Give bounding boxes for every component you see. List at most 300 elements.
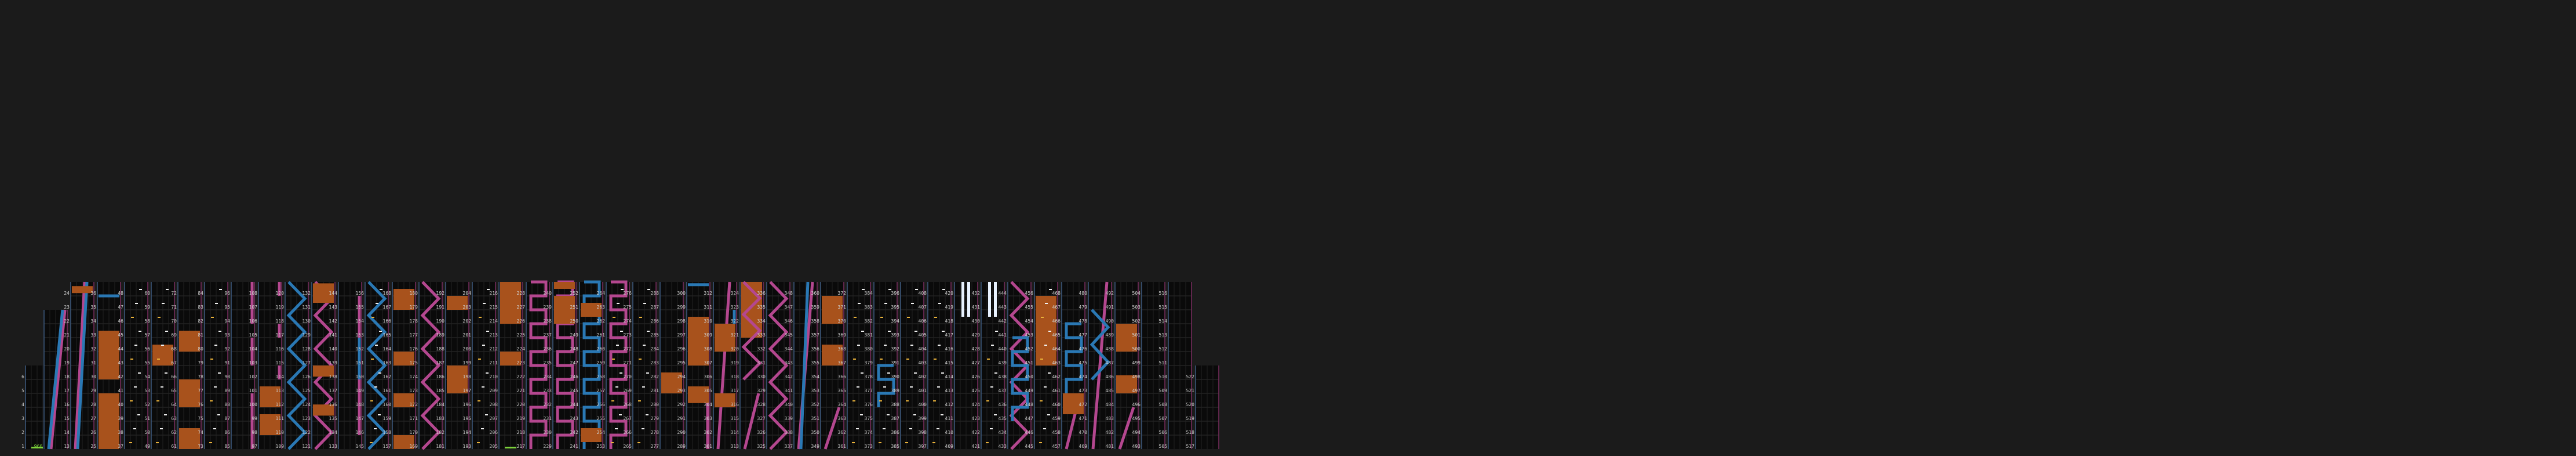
- measure-tick-label: 129: [302, 332, 311, 338]
- measure-tick-label: 349: [811, 444, 819, 449]
- measure-tick-label: 156: [355, 291, 364, 296]
- measure-tick-label: 116: [275, 346, 284, 352]
- measure-tick-label: 314: [730, 430, 739, 435]
- measure-tick-label: 41: [118, 388, 123, 393]
- measure-tick-label: 17: [64, 388, 70, 393]
- hold-note-bar: [961, 282, 964, 317]
- measure-tick-label: 505: [1158, 444, 1167, 449]
- measure-tick-label: 465: [1052, 332, 1061, 338]
- measure-tick-label: 438: [998, 374, 1007, 379]
- measure-tick-label: 512: [1158, 346, 1167, 352]
- measure-tick-label: 154: [355, 319, 364, 324]
- measure-tick-label: 18: [64, 374, 70, 379]
- measure-tick-label: 170: [409, 430, 418, 435]
- measure-tick-label: 508: [1158, 402, 1167, 407]
- tap-note: [994, 414, 997, 415]
- measure-tick-label: 233: [543, 388, 552, 393]
- measure-tick-label: 405: [918, 332, 927, 338]
- measure-tick-label: 77: [198, 388, 203, 393]
- measure-tick-label: 153: [355, 332, 364, 338]
- measure-tick-label: 144: [329, 291, 337, 296]
- tap-note: [646, 372, 649, 374]
- measure-tick-label: 436: [998, 402, 1007, 407]
- tap-note: [910, 386, 913, 388]
- measure-tick-label: 380: [864, 346, 873, 352]
- measure-tick-label: 275: [623, 305, 632, 310]
- measure-tick-label: 253: [596, 444, 605, 449]
- measure-tick-label: 346: [784, 319, 793, 324]
- measure-tick-label: 295: [677, 360, 686, 365]
- measure-tick-label: 249: [570, 332, 578, 338]
- measure-tick-label: 517: [1186, 444, 1194, 449]
- tap-note: [913, 414, 916, 415]
- measure-tick-label: 432: [971, 291, 980, 296]
- hold-note-bar: [967, 282, 970, 317]
- measure-tick-label: 243: [570, 416, 578, 421]
- measure-tick-label: 70: [171, 319, 177, 324]
- measure-tick-label: 112: [275, 402, 284, 407]
- measure-tick-label: 5: [21, 388, 24, 393]
- current-marker: [505, 447, 516, 448]
- measure-tick-label: 198: [462, 374, 471, 379]
- tap-note: [215, 303, 218, 304]
- measure-tick-label: 437: [998, 388, 1007, 393]
- measure-tick-label: 82: [198, 319, 203, 324]
- measure-tick-label: 361: [837, 444, 846, 449]
- measure-tick-label: 499: [1132, 360, 1141, 365]
- measure-tick-label: 464: [1052, 346, 1061, 352]
- tap-note: [880, 317, 883, 318]
- measure-tick-label: 369: [837, 332, 846, 338]
- tap-note: [138, 372, 141, 374]
- tap-note: [858, 303, 861, 304]
- measure-tick-label: 456: [1025, 291, 1033, 296]
- measure-tick-label: 143: [329, 305, 337, 310]
- tap-note: [938, 345, 941, 346]
- measure-tick-label: 289: [677, 444, 686, 449]
- measure-tick-label: 390: [891, 374, 899, 379]
- measure-tick-label: 14: [64, 430, 70, 435]
- measure-tick-label: 301: [704, 444, 712, 449]
- measure-tick-label: 119: [275, 305, 284, 310]
- measure-tick-label: 234: [543, 374, 552, 379]
- tap-note: [879, 442, 881, 443]
- tap-note: [376, 303, 378, 304]
- measure-tick-label: 478: [1079, 319, 1087, 324]
- measure-tick-label: 81: [198, 332, 203, 338]
- measure-tick-label: 312: [704, 291, 712, 296]
- hold-note-bar: [72, 286, 93, 293]
- measure-tick-label: 298: [677, 319, 686, 324]
- measure-tick-label: 38: [118, 430, 123, 435]
- measure-tick-label: 335: [757, 305, 766, 310]
- measure-tick-label: 461: [1052, 388, 1061, 393]
- measure-tick-label: 389: [891, 388, 899, 393]
- tap-note: [1039, 442, 1042, 443]
- measure-tick-label: 453: [1025, 332, 1033, 338]
- measure-tick-label: 21: [64, 332, 70, 338]
- tap-note: [162, 303, 165, 304]
- measure-tick-label: 40: [118, 402, 123, 407]
- measure-tick-label: 449: [1025, 388, 1033, 393]
- measure-tick-label: 106: [249, 319, 257, 324]
- measure-tick-label: 178: [409, 319, 418, 324]
- measure-tick-label: 502: [1132, 319, 1141, 324]
- tap-note: [883, 428, 886, 429]
- measure-tick-label: 299: [677, 305, 686, 310]
- measure-tick-label: 311: [704, 305, 712, 310]
- measure-tick-label: 28: [90, 402, 96, 407]
- tap-note: [165, 372, 167, 374]
- tap-note: [131, 317, 134, 318]
- measure-tick-label: 121: [302, 444, 311, 449]
- measure-tick-label: 348: [784, 291, 793, 296]
- measure-tick-label: 472: [1079, 402, 1087, 407]
- hold-note-bar: [988, 282, 991, 317]
- measure-tick-label: 250: [570, 319, 578, 324]
- measure-tick-label: 382: [864, 319, 873, 324]
- tap-note: [375, 345, 378, 346]
- measure-tick-label: 167: [382, 305, 391, 310]
- measure-tick-label: 276: [623, 291, 632, 296]
- tap-note: [987, 359, 990, 360]
- measure-tick-label: 168: [382, 291, 391, 296]
- measure-tick-label: 428: [971, 346, 980, 352]
- measure-tick-label: 179: [409, 305, 418, 310]
- measure-tick-label: 497: [1132, 388, 1141, 393]
- hold-note-bar: [99, 331, 119, 379]
- measure-tick-label: 72: [171, 291, 177, 296]
- measure-tick-label: 3: [21, 416, 24, 421]
- measure-tick-label: 212: [489, 346, 498, 352]
- tap-note: [621, 289, 624, 290]
- measure-tick-label: 404: [918, 346, 927, 352]
- measure-tick-label: 307: [704, 360, 712, 365]
- measure-tick-label: 16: [64, 402, 70, 407]
- measure-tick-label: 273: [623, 332, 632, 338]
- measure-tick-label: 199: [462, 360, 471, 365]
- measure-tick-label: 210: [489, 374, 498, 379]
- measure-tick-label: 503: [1132, 305, 1141, 310]
- tap-note: [478, 400, 480, 401]
- measure-tick-label: 244: [570, 402, 578, 407]
- measure-tick-label: 518: [1186, 430, 1194, 435]
- tap-note: [130, 359, 133, 360]
- tap-note: [478, 359, 481, 360]
- hold-note-bar: [500, 282, 521, 324]
- measure-tick-label: 506: [1158, 430, 1167, 435]
- tap-note: [134, 386, 137, 388]
- measure-tick-label: 71: [171, 305, 177, 310]
- measure-tick-label: 115: [275, 360, 284, 365]
- measure-tick-label: 403: [918, 360, 927, 365]
- measure-tick-label: 500: [1132, 346, 1141, 352]
- tap-note: [217, 414, 220, 415]
- hold-note-bar: [554, 282, 575, 289]
- measure-tick-label: 491: [1105, 305, 1114, 310]
- measure-tick-label: 288: [650, 291, 659, 296]
- measure-tick-label: 47: [118, 305, 123, 310]
- measure-tick-label: 182: [436, 430, 444, 435]
- measure-tick-label: 269: [623, 388, 632, 393]
- measure-tick-label: 260: [596, 346, 605, 352]
- tap-note: [1040, 400, 1043, 401]
- measure-tick-label: 51: [144, 416, 150, 421]
- measure-tick-label: 455: [1025, 305, 1033, 310]
- measure-tick-label: 270: [623, 374, 632, 379]
- tap-note: [647, 331, 650, 332]
- measure-tick-label: 141: [329, 332, 337, 338]
- measure-tick-label: 365: [837, 388, 846, 393]
- measure-tick-label: 387: [891, 416, 899, 421]
- measure-tick-label: 231: [543, 416, 552, 421]
- measure-tick-label: 255: [596, 416, 605, 421]
- measure-tick-label: 333: [757, 332, 766, 338]
- measure-tick-label: 470: [1079, 430, 1087, 435]
- tap-note: [1044, 386, 1047, 388]
- tap-note: [1040, 359, 1043, 360]
- tap-note: [642, 428, 644, 429]
- tap-note: [615, 428, 618, 429]
- measure-tick-label: 161: [382, 388, 391, 393]
- measure-tick-label: 110: [275, 430, 284, 435]
- measure-tick-label: 99: [252, 416, 257, 421]
- tap-note: [888, 331, 891, 332]
- measure-tick-label: 494: [1132, 430, 1141, 435]
- measure-tick-label: 457: [1052, 444, 1061, 449]
- measure-tick-label: 201: [462, 332, 471, 338]
- tap-note: [370, 400, 373, 401]
- measure-tick-label: 337: [784, 444, 793, 449]
- measure-tick-label: 306: [704, 374, 712, 379]
- measure-tick-label: 443: [998, 305, 1007, 310]
- tap-note: [164, 414, 167, 415]
- measure-tick-label: 142: [329, 319, 337, 324]
- measure-tick-label: 315: [730, 416, 739, 421]
- measure-tick-label: 489: [1105, 332, 1114, 338]
- measure-tick-label: 93: [224, 332, 230, 338]
- measure-tick-label: 290: [677, 430, 686, 435]
- measure-tick-label: 283: [650, 360, 659, 365]
- tap-note: [879, 400, 882, 401]
- measure-tick-label: 294: [677, 374, 686, 379]
- tap-note: [218, 372, 221, 374]
- measure-tick-label: 304: [704, 402, 712, 407]
- measure-tick-label: 171: [409, 416, 418, 421]
- measure-tick-label: 274: [623, 319, 632, 324]
- measure-tick-label: 189: [436, 332, 444, 338]
- tap-note: [887, 372, 890, 374]
- measure-tick-label: 341: [784, 388, 793, 393]
- measure-tick-label: 329: [757, 388, 766, 393]
- measure-tick-label: 208: [489, 402, 498, 407]
- measure-tick-label: 146: [355, 430, 364, 435]
- measure-tick-label: 511: [1158, 360, 1167, 365]
- measure-tick-label: 200: [462, 346, 471, 352]
- tap-note: [643, 303, 646, 304]
- tap-note: [481, 428, 484, 429]
- measure-tick-label: 475: [1079, 360, 1087, 365]
- measure-tick-label: 187: [436, 360, 444, 365]
- measure-tick-label: 88: [224, 402, 230, 407]
- measure-tick-label: 385: [891, 444, 899, 449]
- measure-tick-label: 23: [64, 305, 70, 310]
- measure-tick-label: 291: [677, 416, 686, 421]
- measure-tick-label: 125: [302, 388, 311, 393]
- measure-tick-label: 267: [623, 416, 632, 421]
- measure-tick-label: 224: [516, 346, 525, 352]
- measure-tick-label: 434: [998, 430, 1007, 435]
- measure-tick-label: 448: [1025, 402, 1033, 407]
- measure-tick-label: 334: [757, 319, 766, 324]
- measure-tick-label: 183: [436, 416, 444, 421]
- measure-tick-label: 317: [730, 388, 739, 393]
- measure-tick-label: 247: [570, 360, 578, 365]
- measure-tick-label: 209: [489, 388, 498, 393]
- tap-note: [485, 414, 488, 415]
- tap-note: [934, 317, 937, 318]
- measure-tick-label: 263: [596, 305, 605, 310]
- hold-note-bar: [99, 393, 119, 449]
- measure-tick-label: 325: [757, 444, 766, 449]
- measure-tick-label: 29: [90, 388, 96, 393]
- measure-tick-label: 468: [1052, 291, 1061, 296]
- tap-note: [914, 331, 917, 332]
- tap-note: [161, 345, 164, 346]
- tap-note: [915, 289, 918, 290]
- measure-tick-label: 481: [1105, 444, 1114, 449]
- measure-tick-label: 173: [409, 388, 418, 393]
- measure-tick-label: 181: [436, 444, 444, 449]
- measure-tick-label: 321: [730, 332, 739, 338]
- hold-note-bar: [994, 282, 997, 317]
- measure-tick-label: 157: [382, 444, 391, 449]
- hold-note-bar: [152, 345, 173, 365]
- measure-tick-label: 429: [971, 332, 980, 338]
- measure-tick-label: 61: [171, 444, 177, 449]
- measure-tick-label: 375: [864, 416, 873, 421]
- measure-tick-label: 50: [144, 430, 150, 435]
- tap-note: [160, 428, 163, 429]
- measure-tick-label: 467: [1052, 305, 1061, 310]
- measure-tick-label: 111: [275, 416, 284, 421]
- measure-tick-label: 114: [275, 374, 284, 379]
- measure-tick-label: 95: [224, 305, 230, 310]
- tap-note: [214, 345, 217, 346]
- tap-note: [617, 303, 620, 304]
- measure-tick-label: 446: [1025, 430, 1033, 435]
- tap-note: [371, 359, 374, 360]
- measure-tick-label: 367: [837, 360, 846, 365]
- measure-tick-label: 501: [1132, 332, 1141, 338]
- measure-tick-label: 322: [730, 319, 739, 324]
- measure-tick-label: 206: [489, 430, 498, 435]
- measure-tick-label: 452: [1025, 346, 1033, 352]
- tap-note: [1047, 414, 1050, 415]
- measure-tick-label: 22: [64, 319, 70, 324]
- measure-tick-label: 134: [329, 430, 337, 435]
- tap-note: [158, 317, 161, 318]
- measure-tick-label: 319: [730, 360, 739, 365]
- measure-tick-label: 197: [462, 388, 471, 393]
- measure-tick-label: 24: [64, 291, 70, 296]
- tap-note: [910, 345, 913, 346]
- measure-tick-label: 205: [489, 444, 498, 449]
- measure-tick-label: 239: [543, 305, 552, 310]
- measure-tick-label: 235: [543, 360, 552, 365]
- measure-tick-label: 79: [198, 360, 203, 365]
- tap-note: [942, 331, 945, 332]
- measure-tick-label: 287: [650, 305, 659, 310]
- measure-tick-label: 256: [596, 402, 605, 407]
- tap-note: [933, 400, 936, 401]
- measure-tick-label: 454: [1025, 319, 1033, 324]
- measure-tick-label: 202: [462, 319, 471, 324]
- hold-note-bar: [179, 428, 200, 449]
- measure-tick-label: 413: [945, 388, 953, 393]
- measure-tick-label: 101: [249, 388, 257, 393]
- measure-tick-label: 302: [704, 430, 712, 435]
- measure-tick-label: 258: [596, 374, 605, 379]
- measure-tick-label: 162: [382, 374, 391, 379]
- measure-tick-label: 63: [171, 416, 177, 421]
- measure-tick-label: 242: [570, 430, 578, 435]
- measure-tick-label: 232: [543, 402, 552, 407]
- measure-tick-label: 238: [543, 319, 552, 324]
- measure-tick-label: 264: [596, 291, 605, 296]
- measure-tick-label: 330: [757, 374, 766, 379]
- tap-note: [642, 386, 645, 388]
- measure-tick-label: 219: [516, 416, 525, 421]
- tap-note: [888, 289, 891, 290]
- measure-tick-label: 303: [704, 416, 712, 421]
- measure-tick-label: 433: [998, 444, 1007, 449]
- measure-tick-label: 279: [650, 416, 659, 421]
- measure-tick-label: 316: [730, 402, 739, 407]
- measure-tick-label: 417: [945, 332, 953, 338]
- measure-tick-label: 39: [118, 416, 123, 421]
- measure-tick-label: 440: [998, 346, 1007, 352]
- tap-note: [612, 359, 615, 360]
- measure-tick-label: 513: [1158, 332, 1167, 338]
- measure-tick-label: 127: [302, 360, 311, 365]
- measure-tick-label: 204: [462, 291, 471, 296]
- measure-tick-label: 85: [224, 444, 230, 449]
- measure-tick-label: 285: [650, 332, 659, 338]
- measure-tick-label: 332: [757, 346, 766, 352]
- measure-tick-label: 381: [864, 332, 873, 338]
- measure-tick-label: 215: [489, 305, 498, 310]
- measure-tick-label: 265: [623, 444, 632, 449]
- measure-tick-label: 422: [971, 430, 980, 435]
- measure-tick-label: 33: [90, 332, 96, 338]
- measure-tick-label: 320: [730, 346, 739, 352]
- measure-tick-label: 396: [891, 291, 899, 296]
- measure-tick-label: 372: [837, 291, 846, 296]
- tap-note: [941, 372, 944, 374]
- measure-tick-label: 383: [864, 305, 873, 310]
- measure-tick-label: 252: [570, 291, 578, 296]
- measure-tick-label: 362: [837, 430, 846, 435]
- measure-tick-label: 132: [302, 291, 311, 296]
- measure-tick-label: 520: [1186, 402, 1194, 407]
- measure-tick-label: 194: [462, 430, 471, 435]
- tap-note: [620, 372, 622, 374]
- measure-tick-label: 257: [596, 388, 605, 393]
- measure-tick-label: 78: [198, 374, 203, 379]
- measure-tick-label: 412: [945, 402, 953, 407]
- measure-tick-label: 490: [1105, 319, 1114, 324]
